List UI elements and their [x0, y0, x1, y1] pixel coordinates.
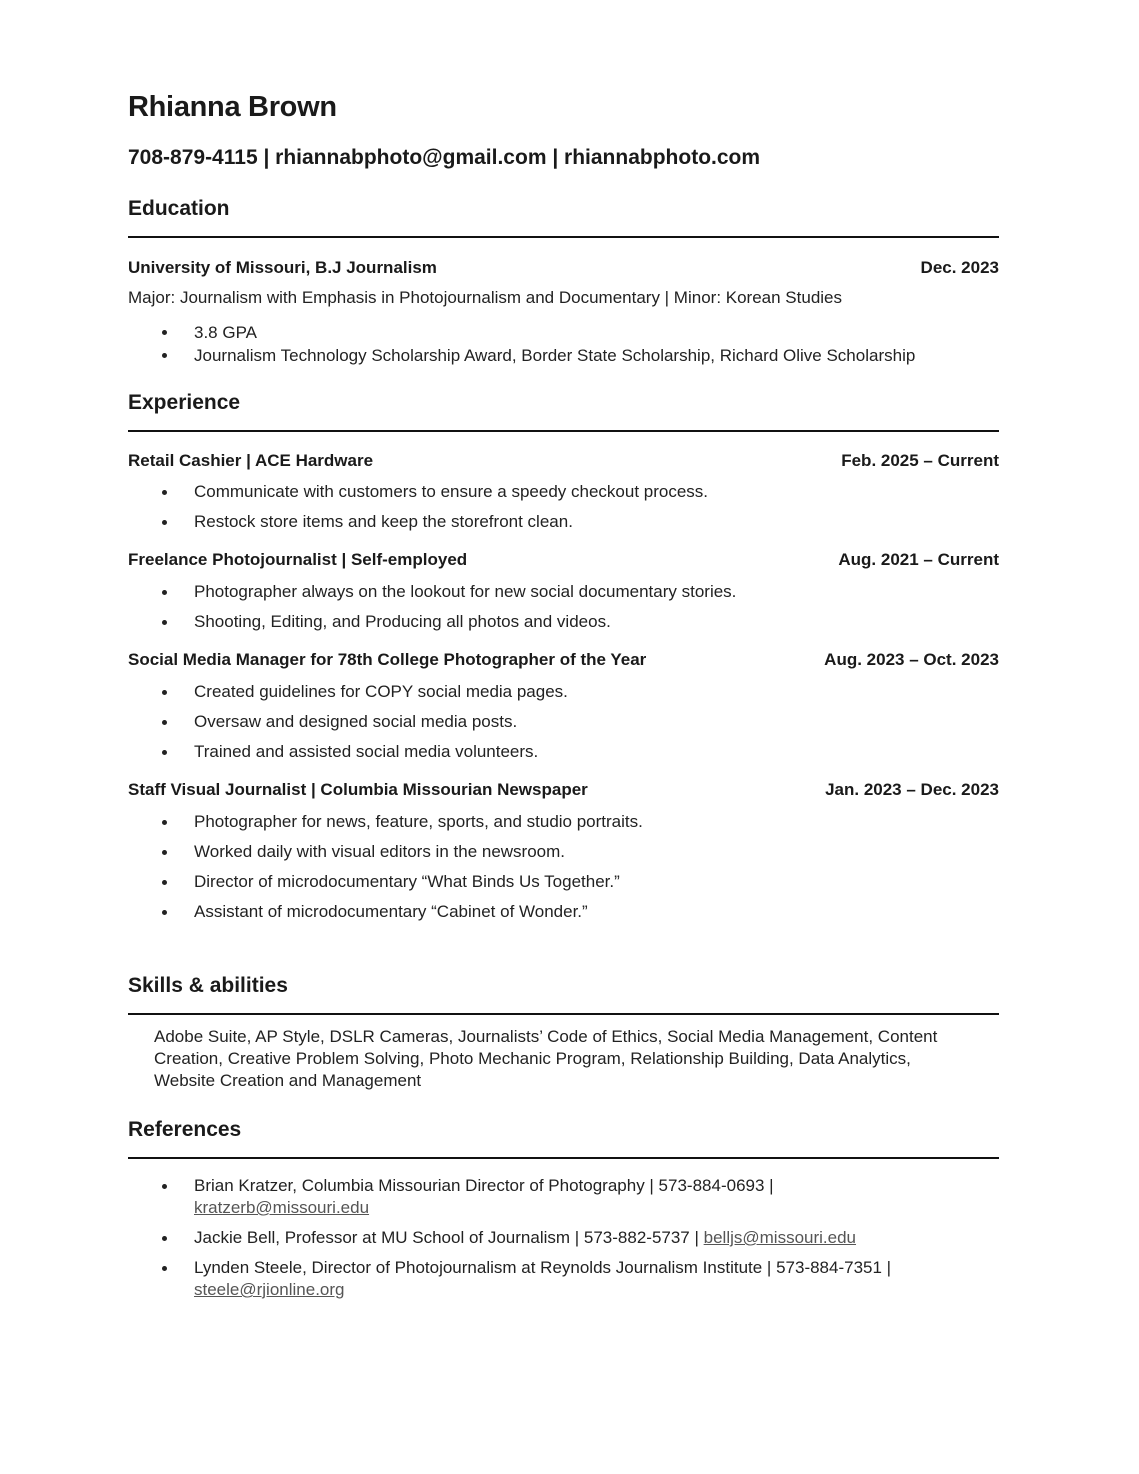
section-divider — [128, 1013, 999, 1015]
section-title-experience: Experience — [128, 391, 241, 414]
list-item: 3.8 GPA — [128, 321, 999, 344]
contact-email: rhiannabphoto@gmail.com — [275, 146, 547, 169]
skills-section — [128, 972, 999, 1092]
job-title: Freelance Photojournalist | Self-employed — [128, 550, 468, 569]
education-entry-header — [128, 257, 999, 279]
job-bullets — [128, 681, 999, 763]
reference-item — [128, 1175, 999, 1219]
references-section — [128, 1116, 999, 1301]
skills-text: Adobe Suite, AP Style, DSLR Cameras, Journalists’ Code of Ethics, Social Media Management, Content Creation, Creative Problem Solving, Photo Mechanic Program, Relationship Building, Data Analytics, Website Creation and Management — [154, 1027, 938, 1090]
education-date: Dec. 2023 — [920, 258, 999, 277]
list-item: Oversaw and designed social media posts. — [128, 711, 999, 733]
section-divider — [128, 430, 999, 432]
list-item: Communicate with customers to ensure a speedy checkout process. — [128, 481, 999, 503]
list-item: Created guidelines for COPY social media pages. — [128, 681, 999, 703]
list-item: Restock store items and keep the storefront clean. — [128, 511, 999, 533]
reference-email-link[interactable]: steele@rjionline.org — [194, 1280, 345, 1299]
education-bullets — [128, 321, 999, 367]
contact-phone: 708-879-4115 — [128, 146, 258, 169]
section-title-skills: Skills & abilities — [128, 974, 288, 997]
education-major: Major: Journalism with Emphasis in Photojournalism and Documentary | Minor: Korean Studies — [128, 288, 843, 307]
job-date: Jan. 2023 – Dec. 2023 — [825, 780, 999, 799]
list-item: Worked daily with visual editors in the newsroom. — [128, 841, 999, 863]
contact-separator: | — [546, 146, 565, 169]
reference-email-link[interactable]: belljs@missouri.edu — [703, 1228, 857, 1247]
job-header — [128, 779, 999, 801]
reference-item — [128, 1257, 999, 1301]
reference-text: Lynden Steele, Director of Photojournalism at Reynolds Journalism Institute | 573-884-7351 | — [194, 1258, 892, 1277]
contact-separator: | — [257, 146, 276, 169]
applicant-name: Rhianna Brown — [128, 91, 337, 123]
reference-text: Brian Kratzer, Columbia Missourian Director of Photography | 573-884-0693 | — [194, 1176, 774, 1195]
job-bullets — [128, 811, 999, 923]
job-date: Aug. 2021 – Current — [838, 550, 999, 569]
contact-line — [128, 144, 999, 172]
reference-text: Jackie Bell, Professor at MU School of Journalism | 573-882-5737 | — [194, 1228, 699, 1247]
resume-page — [128, 88, 999, 1301]
list-item: Trained and assisted social media volunteers. — [128, 741, 999, 763]
job-entry — [128, 779, 999, 923]
list-item: Journalism Technology Scholarship Award, Border State Scholarship, Richard Olive Scholarship — [128, 344, 999, 367]
education-school: University of Missouri, B.J Journalism — [128, 258, 437, 277]
reference-item — [128, 1227, 999, 1249]
section-title-references: References — [128, 1118, 242, 1141]
job-date: Feb. 2025 – Current — [841, 451, 999, 470]
list-item: Photographer for news, feature, sports, and studio portraits. — [128, 811, 999, 833]
list-item: Assistant of microdocumentary “Cabinet of Wonder.” — [128, 901, 999, 923]
list-item: Director of microdocumentary “What Binds Us Together.” — [128, 871, 999, 893]
job-title: Retail Cashier | ACE Hardware — [128, 451, 374, 470]
job-bullets — [128, 581, 999, 633]
experience-section — [128, 389, 999, 923]
list-item: Shooting, Editing, and Producing all photos and videos. — [128, 611, 999, 633]
job-title: Social Media Manager for 78th College Photographer of the Year — [128, 650, 647, 669]
job-entry — [128, 450, 999, 533]
section-divider — [128, 1157, 999, 1159]
reference-email-link[interactable]: kratzerb@missouri.edu — [194, 1198, 370, 1217]
contact-website: rhiannabphoto.com — [564, 146, 761, 169]
job-header — [128, 450, 999, 472]
section-title-education: Education — [128, 197, 230, 220]
job-bullets — [128, 481, 999, 533]
references-list — [128, 1175, 999, 1301]
section-divider — [128, 236, 999, 238]
job-header — [128, 549, 999, 571]
job-date: Aug. 2023 – Oct. 2023 — [824, 650, 999, 669]
education-section — [128, 195, 999, 367]
job-entry — [128, 549, 999, 633]
job-header — [128, 649, 999, 671]
job-entry — [128, 649, 999, 763]
job-title: Staff Visual Journalist | Columbia Missourian Newspaper — [128, 780, 588, 799]
list-item: Photographer always on the lookout for new social documentary stories. — [128, 581, 999, 603]
